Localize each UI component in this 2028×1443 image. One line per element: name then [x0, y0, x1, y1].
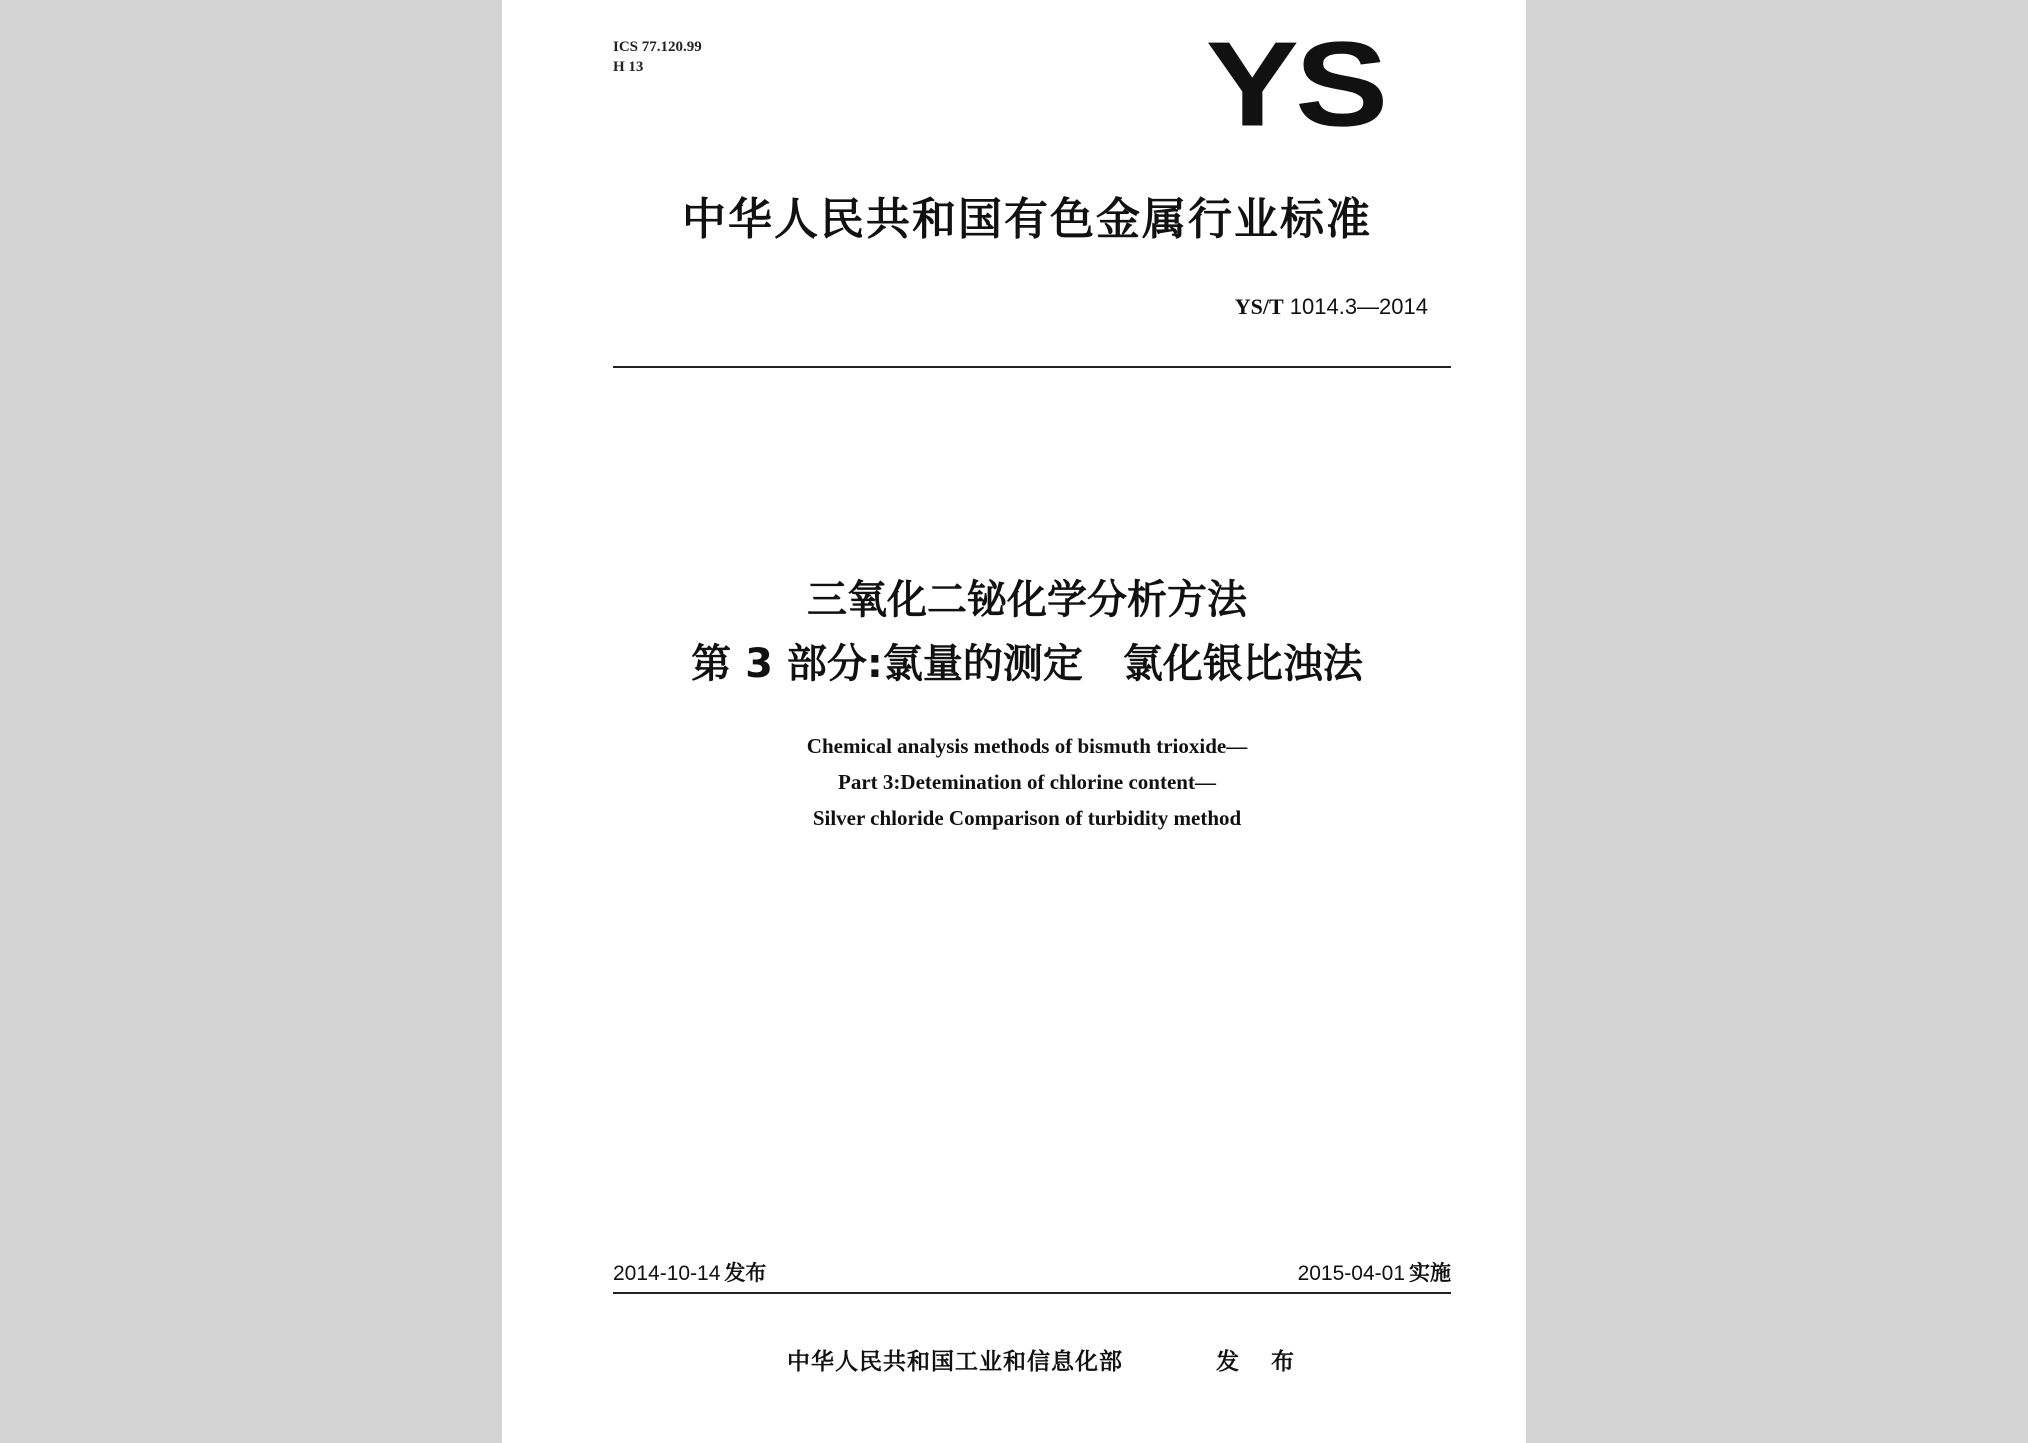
ics-code: ICS 77.120.99	[613, 39, 702, 55]
issue-date-value: 2014-10-14	[613, 1262, 721, 1285]
standard-number-prefix: YS/T	[1234, 294, 1284, 319]
bottom-divider	[613, 1292, 1451, 1294]
publisher-name: 中华人民共和国工业和信息化部	[787, 1349, 1123, 1375]
english-title-line2: Part 3:Detemination of chlorine content—	[838, 770, 1216, 794]
standard-number	[1200, 292, 1428, 322]
ccs-code: H 13	[613, 59, 644, 75]
english-title-line3: Silver chloride Comparison of turbidity method	[812, 806, 1242, 830]
ys-logo: YS	[1205, 16, 1385, 152]
implementation-date	[1200, 1258, 1451, 1289]
chinese-title-line2	[602, 632, 1452, 696]
chinese-title-part: 第 3 部分:氯量的测定	[691, 641, 1083, 687]
chinese-title	[602, 568, 1452, 696]
implementation-date-value: 2015-04-01	[1297, 1262, 1405, 1285]
classification-codes	[613, 37, 702, 77]
issue-date-label: 发布	[724, 1261, 767, 1285]
standard-number-value: 1014.3—2014	[1289, 294, 1428, 319]
implementation-date-label: 实施	[1409, 1261, 1451, 1285]
english-title	[602, 728, 1452, 836]
issue-date	[613, 1258, 766, 1289]
chinese-title-method: 氯化银比浊法	[1122, 641, 1363, 687]
chinese-title-line1: 三氧化二铋化学分析方法	[807, 577, 1247, 623]
top-divider	[613, 366, 1451, 368]
publish-label: 发 布	[1216, 1349, 1307, 1375]
english-title-line1: Chemical analysis methods of bismuth trioxide—	[806, 734, 1248, 758]
standard-category-title: 中华人民共和国有色金属行业标准	[682, 194, 1372, 245]
